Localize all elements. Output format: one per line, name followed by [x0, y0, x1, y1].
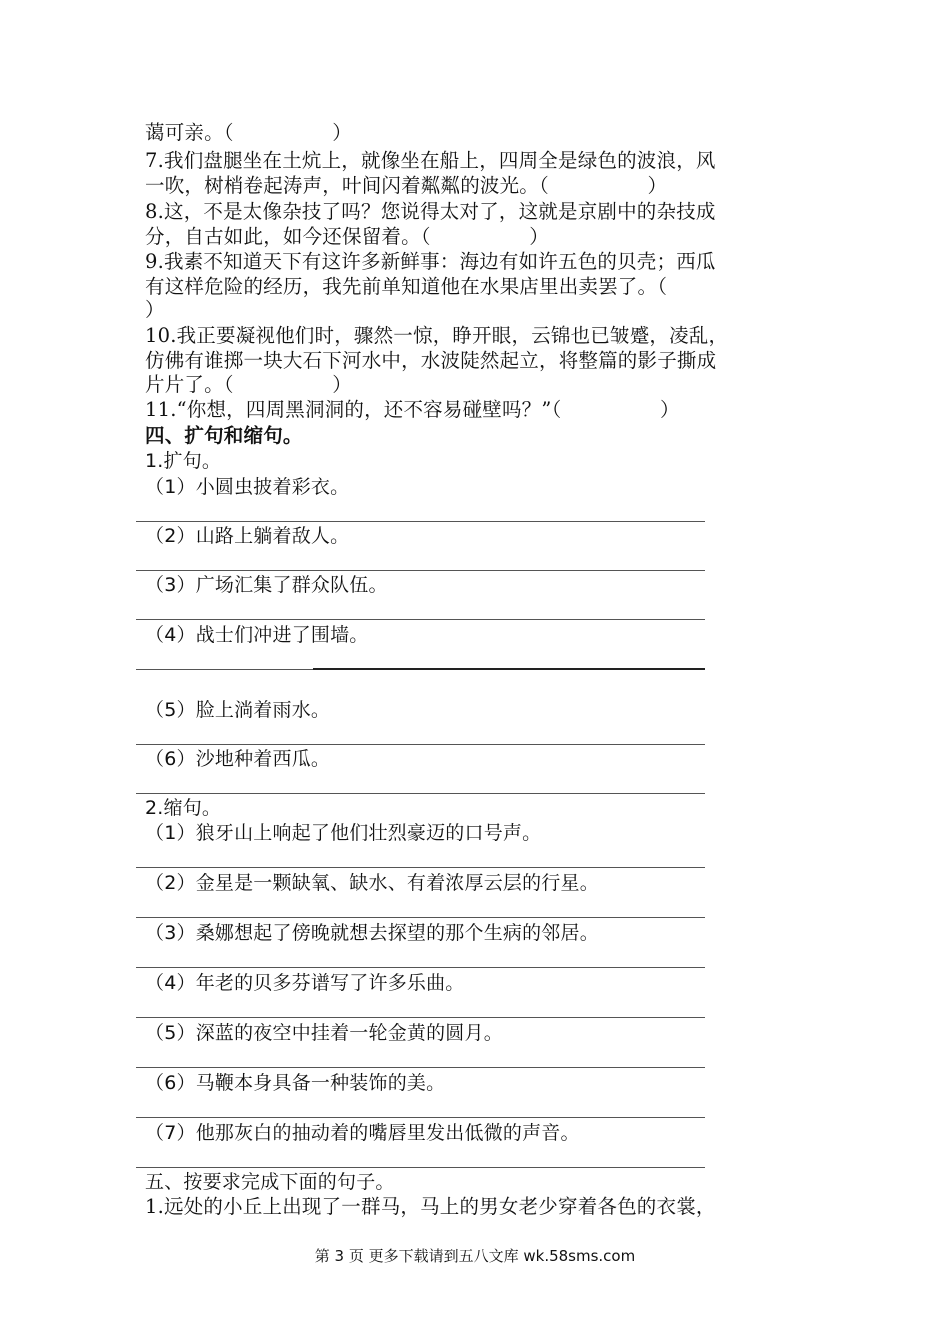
answer-line[interactable] [136, 1017, 705, 1018]
answer-line-emphasis [313, 668, 705, 670]
section-heading: 四、扩句和缩句。 [145, 424, 303, 447]
exercise-item: （1）小圆虫披着彩衣。 [145, 476, 350, 498]
answer-line[interactable] [136, 1117, 705, 1118]
answer-line[interactable] [136, 619, 705, 620]
question-line: ） [145, 298, 165, 321]
answer-line[interactable] [136, 1067, 705, 1068]
exercise-item: （3）广场汇集了群众队伍。 [145, 574, 388, 596]
question-line: 分，自古如此，如今还保留着。（ ） [145, 225, 549, 248]
exercise-item: （4）年老的贝多芬谱写了许多乐曲。 [145, 972, 465, 994]
question-line: 蔼可亲。（ ） [145, 121, 352, 144]
exercise-item: （4）战士们冲进了围墙。 [145, 624, 369, 646]
answer-line[interactable] [136, 967, 705, 968]
answer-line[interactable] [136, 1167, 705, 1168]
question-line: 有这样危险的经历，我先前单知道他在水果店里出卖罢了。（ [145, 275, 668, 298]
exercise-item: （5）脸上淌着雨水。 [145, 699, 331, 721]
exercise-item: （2）金星是一颗缺氧、缺水、有着浓厚云层的行星。 [145, 872, 599, 894]
answer-line[interactable] [136, 793, 705, 794]
answer-line[interactable] [136, 521, 705, 522]
exercise-item: （6）沙地种着西瓜。 [145, 748, 331, 770]
answer-line[interactable] [136, 744, 705, 745]
question-line: 7.我们盘腿坐在土炕上，就像坐在船上，四周全是绿色的波浪，风 [145, 149, 716, 172]
question-line: 8.这，不是太像杂技了吗？您说得太对了，这就是京剧中的杂技成 [145, 200, 716, 223]
subsection-title: 2.缩句。 [145, 797, 222, 819]
exercise-item: （6）马鞭本身具备一种装饰的美。 [145, 1072, 446, 1094]
exercise-item: （1）狼牙山上响起了他们壮烈豪迈的口号声。 [145, 822, 542, 844]
question-line: 仿佛有谁掷一块大石下河水中，水波陡然起立，将整篇的影子撕成 [145, 349, 717, 372]
question-line: 11.“你想，四周黑洞洞的，还不容易碰壁吗？”（ ） [145, 398, 680, 421]
answer-line[interactable] [136, 917, 705, 918]
subsection-title: 1.扩句。 [145, 450, 222, 472]
question-line: 1.远处的小丘上出现了一群马，马上的男女老少穿着各色的衣裳， [145, 1195, 716, 1218]
question-line: 9.我素不知道天下有这许多新鲜事：海边有如许五色的贝壳；西瓜 [145, 250, 716, 273]
exercise-item: （5）深蓝的夜空中挂着一轮金黄的圆月。 [145, 1022, 503, 1044]
answer-line[interactable] [136, 867, 705, 868]
exercise-item: （2）山路上躺着敌人。 [145, 525, 350, 547]
exercise-item: （3）桑娜想起了傍晚就想去探望的那个生病的邻居。 [145, 922, 599, 944]
question-line: 一吹，树梢卷起涛声，叶间闪着粼粼的波光。（ ） [145, 174, 668, 197]
answer-line[interactable] [136, 570, 705, 571]
question-line: 10.我正要凝视他们时，骤然一惊，睁开眼，云锦也已皱蹙，凌乱， [145, 324, 729, 347]
exercise-item: （7）他那灰白的抽动着的嘴唇里发出低微的声音。 [145, 1122, 580, 1144]
page-footer: 第 3 页 更多下载请到五八文库 wk.58sms.com [314, 1247, 636, 1265]
section-heading: 五、按要求完成下面的句子。 [145, 1171, 395, 1193]
question-line: 片片了。（ ） [145, 373, 352, 396]
